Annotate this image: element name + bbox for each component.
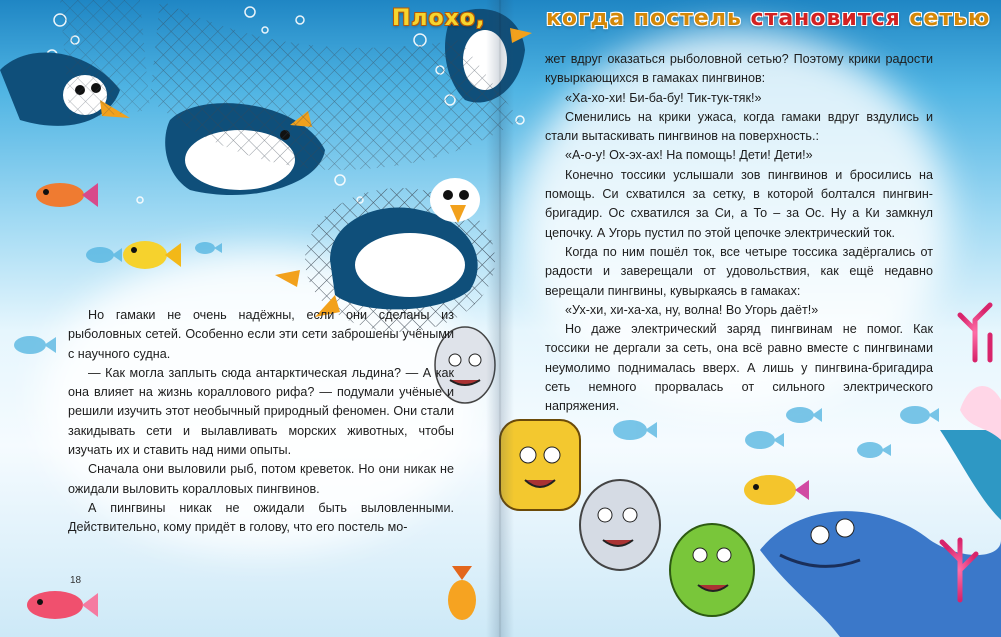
page-number: 18 [70, 575, 82, 586]
right-page-text [545, 50, 933, 417]
heading-left: Плохо, [392, 6, 486, 31]
paragraph: «А-о-у! Ох-эх-ах! На помощь! Дети! Дети!» [565, 148, 813, 163]
eel [760, 430, 1001, 637]
heading-right-part2: становится [750, 6, 901, 31]
book-spine [486, 0, 514, 637]
paragraph: А пингвины никак не ожидали быть выловленными. Действительно, кому придёт в голову, что его постель мо- [68, 500, 454, 535]
tossik-green [670, 524, 754, 616]
yellow-striped-fish-right [744, 475, 809, 505]
paragraph: Но даже электрический заряд пингвинам не помог. Как тоссики не дергали за сеть, она всё равно вместе с пингвинами неумолимо поднималась вверх. А лишь у пингвина-бригадира сеть немного прорвалась от сильного электрического напряжения. [545, 322, 933, 414]
pink-fish-bottom [27, 591, 98, 619]
orange-fish-bottom [448, 566, 476, 620]
tossik-grey [580, 480, 660, 570]
paragraph: «Ха-хо-хи! Би-ба-бу! Тик-тук-тяк!» [565, 90, 762, 105]
paragraph: Но гамаки не очень надёжны, если они сделаны из рыболовных сетей. Особенно если эти сети заброшены учёными с научного судна. [68, 308, 454, 361]
net-left [60, 0, 150, 120]
paragraph: «Ух-хи, хи-ха-ха, ну, волна! Во Угорь даёт!» [565, 302, 819, 317]
heading-right-part1: когда постель [546, 6, 751, 31]
paragraph: Сначала они выловили рыб, потом креветок. Но они никак не ожидали выловить коралловых пингвинов. [68, 462, 454, 496]
paragraph: — Как могла заплыть сюда антарктическая льдина? — А как она влияет на жизнь кораллового рифа? — подумали учёные и решили изучить этот необычный природный феномен. Они стали закидывать сети и вылавливать морских животных, чтобы изучать их и ставить над ними опыты. [68, 365, 454, 458]
yellow-fish [123, 241, 181, 269]
paragraph: Когда по ним пошёл ток, все четыре тоссика задёргались от радости и заверещали от удовольствия, как ещё недавно верещали пингвины, кувыркаясь в гамаках: [545, 244, 933, 298]
paragraph: Сменились на крики ужаса, когда гамаки вдруг вздулись и стали вытаскивать пингвинов на поверхность.: [545, 109, 933, 144]
left-page-text [68, 306, 454, 538]
paragraph: жет вдруг оказаться рыболовной сетью? Поэтому крики радости кувыркающихся в гамаках пингвинов: [545, 52, 933, 86]
paragraph: Конечно тоссики услышали зов пингвинов и бросились на помощь. Си схватился за сетку, в которой болтался пингвин-бригадир. Ос схватился за Си, а То – за Ос. Ну а Ки замкнул цепочку. А Угорь пустил по этой цепочке электрический ток. [545, 167, 933, 240]
striped-fish [36, 183, 98, 207]
heading-right [546, 6, 990, 31]
heading-right-part3: сетью [900, 6, 991, 31]
